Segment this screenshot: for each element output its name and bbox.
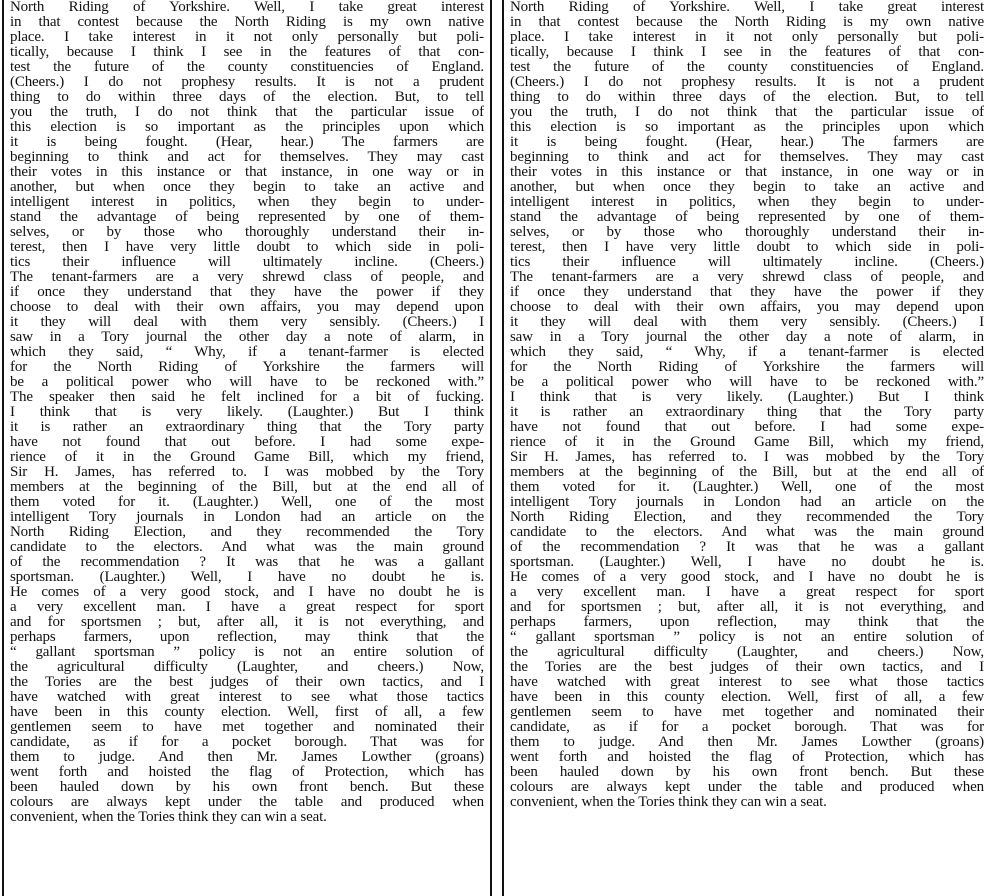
text-line: I think that is very likely. (Laughter.) But I think [10, 405, 484, 420]
text-line: it is rather an extraordinary thing that the Tory party [510, 405, 984, 420]
text-line: choose to deal with their own affairs, you may depend upon [510, 300, 984, 315]
text-line: Sir H. James, has referred to. I was mobbed by the Tory [510, 450, 984, 465]
text-line: if once they understand that they have the power if they [10, 285, 484, 300]
text-line: perhaps farmers, upon reflection, may think that the [510, 615, 984, 630]
text-line: them to judge. And then Mr. James Lowther (groans) [10, 750, 484, 765]
text-line: another, but when once they begin to take an active and [10, 180, 484, 195]
text-line: which they said, “ Why, if a tenant-farmer is elected [510, 345, 984, 360]
text-line: it they will deal with them very sensibly. (Cheers.) I [10, 315, 484, 330]
column-rule-left [2, 0, 4, 896]
text-line: (Cheers.) I do not prophesy results. It is not a prudent [510, 75, 984, 90]
text-line: test the future of the county constituencies of England. [10, 60, 484, 75]
text-line: and for sportsmen ; but, after all, it is not everything, and [510, 600, 984, 615]
text-line: for the North Riding of Yorkshire the farmers will [10, 360, 484, 375]
text-line: be a political power who will have to be reckoned with.” [510, 375, 984, 390]
text-line: it is being fought. (Hear, hear.) The farmers are [10, 135, 484, 150]
text-line: them to judge. And then Mr. James Lowther (groans) [510, 735, 984, 750]
text-line: in that contest because the North Riding is my own native [10, 15, 484, 30]
text-line: North Riding of Yorkshire. Well, I take great interest [510, 0, 984, 15]
text-line: convenient, when the Tories think they can win a seat. [10, 810, 327, 825]
text-line: a very excellent man. I have a great respect for sport [510, 585, 984, 600]
text-line: I think that is very likely. (Laughter.) But I think [510, 390, 984, 405]
left-text-column [10, 0, 484, 896]
text-line: intelligent interest in politics, when they begin to under- [510, 195, 984, 210]
text-line: of the recommendation ? It was that he was a gallant [10, 555, 484, 570]
text-line: “ gallant sportsman ” policy is not an entire solution of [510, 630, 984, 645]
text-line: have been in this county election. Well, first of all, a few [10, 705, 484, 720]
text-line: be a political power who will have to be reckoned with.” [10, 375, 484, 390]
text-line: thing to do within three days of the election. But, to tell [10, 90, 484, 105]
text-line: for the North Riding of Yorkshire the farmers will [510, 360, 984, 375]
text-line: it is being fought. (Hear, hear.) The farmers are [510, 135, 984, 150]
text-line: test the future of the county constituencies of England. [510, 60, 984, 75]
text-line: rience of it in the Ground Game Bill, which my friend, [10, 450, 484, 465]
text-line: their votes in this instance or that instance, in one way or in [10, 165, 484, 180]
text-line: place. I take interest in it not only personally but poli- [510, 30, 984, 45]
text-line: gentlemen seem to have met together and nominated their [10, 720, 484, 735]
text-line: the agricultural difficulty (Laughter, and cheers.) Now, [10, 660, 484, 675]
text-line: colours are always kept under the table and produced when [10, 795, 484, 810]
text-line: tically, because I think I see in the features of that con- [510, 45, 984, 60]
text-line: candidate to the electors. And what was the main ground [510, 525, 984, 540]
column-rule-center-right [502, 0, 504, 896]
text-line: “ gallant sportsman ” policy is not an entire solution of [10, 645, 484, 660]
text-line: sportsman. (Laughter.) Well, I have no doubt he is. [10, 570, 484, 585]
text-line: went forth and hoisted the flag of Protection, which has [10, 765, 484, 780]
text-line: the Tories are the best judges of their own tactics, and I [10, 675, 484, 690]
text-line: perhaps farmers, upon reflection, may think that the [10, 630, 484, 645]
text-line: this election is so important as the principles upon which [510, 120, 984, 135]
text-line: the Tories are the best judges of their own tactics, and I [510, 660, 984, 675]
text-line: The speaker then said he felt inclined for a bit of fucking. [10, 390, 484, 405]
text-line: which they said, “ Why, if a tenant-farmer is elected [10, 345, 484, 360]
text-line: you the truth, I do not think that the particular issue of [510, 105, 984, 120]
text-line: candidate to the electors. And what was the main ground [10, 540, 484, 555]
text-line: you the truth, I do not think that the particular issue of [10, 105, 484, 120]
text-line: selves, or by those who thoroughly understand their in- [510, 225, 984, 240]
text-line: (Cheers.) I do not prophesy results. It is not a prudent [10, 75, 484, 90]
text-line: thing to do within three days of the election. But, to tell [510, 90, 984, 105]
text-line: this election is so important as the principles upon which [10, 120, 484, 135]
text-line: members at the beginning of the Bill, but at the end all of [510, 465, 984, 480]
text-line: sportsman. (Laughter.) Well, I have no doubt he is. [510, 555, 984, 570]
text-line: The tenant-farmers are a very shrewd class of people, and [510, 270, 984, 285]
text-line: it is rather an extraordinary thing that the Tory party [10, 420, 484, 435]
text-line: selves, or by those who thoroughly understand their in- [10, 225, 484, 240]
text-line: have not found that out before. I had some expe- [10, 435, 484, 450]
text-line: beginning to think and act for themselves. They may cast [510, 150, 984, 165]
text-line: place. I take interest in it not only personally but poli- [10, 30, 484, 45]
text-line: and for sportsmen ; but, after all, it is not everything, and [10, 615, 484, 630]
text-line: have been in this county election. Well, first of all, a few [510, 690, 984, 705]
text-line: intelligent Tory journals in London had an article on the [510, 495, 984, 510]
text-line: tics their influence will ultimately incline. (Cheers.) [510, 255, 984, 270]
text-line: them voted for it. (Laughter.) Well, one of the most [10, 495, 484, 510]
text-line: North Riding Election, and they recommended the Tory [510, 510, 984, 525]
text-line: tically, because I think I see in the features of that con- [10, 45, 484, 60]
text-line: North Riding Election, and they recommended the Tory [10, 525, 484, 540]
text-line: candidate, as if for a pocket borough. That was for [510, 720, 984, 735]
text-line: convenient, when the Tories think they can win a seat. [510, 795, 827, 810]
text-line: been hauled down by his own front bench. But these [510, 765, 984, 780]
text-line: stand the advantage of being represented by one of them- [510, 210, 984, 225]
text-line: have watched with great interest to see what those tactics [10, 690, 484, 705]
text-line: of the recommendation ? It was that he was a gallant [510, 540, 984, 555]
text-line: Sir H. James, has referred to. I was mobbed by the Tory [10, 465, 484, 480]
text-line: it they will deal with them very sensibly. (Cheers.) I [510, 315, 984, 330]
text-line: have watched with great interest to see what those tactics [510, 675, 984, 690]
text-line: in that contest because the North Riding is my own native [510, 15, 984, 30]
text-line: gentlemen seem to have met together and nominated their [510, 705, 984, 720]
text-line: North Riding of Yorkshire. Well, I take great interest [10, 0, 484, 15]
text-line: The tenant-farmers are a very shrewd class of people, and [10, 270, 484, 285]
text-line: colours are always kept under the table and produced when [510, 780, 984, 795]
text-line: been hauled down by his own front bench. But these [10, 780, 484, 795]
text-line: a very excellent man. I have a great respect for sport [10, 600, 484, 615]
text-line: candidate, as if for a pocket borough. That was for [10, 735, 484, 750]
text-line: have not found that out before. I had some expe- [510, 420, 984, 435]
text-line: tics their influence will ultimately incline. (Cheers.) [10, 255, 484, 270]
text-line: beginning to think and act for themselves. They may cast [10, 150, 484, 165]
text-line: He comes of a very good stock, and I have no doubt he is [10, 585, 484, 600]
text-line: their votes in this instance or that instance, in one way or in [510, 165, 984, 180]
text-line: stand the advantage of being represented by one of them- [10, 210, 484, 225]
text-line: saw in a Tory journal the other day a note of alarm, in [510, 330, 984, 345]
text-line: terest, then I have very little doubt to which side in poli- [10, 240, 484, 255]
text-line: saw in a Tory journal the other day a note of alarm, in [10, 330, 484, 345]
text-line: members at the beginning of the Bill, but at the end all of [10, 480, 484, 495]
right-text-column [510, 0, 984, 896]
text-line: if once they understand that they have the power if they [510, 285, 984, 300]
column-rule-center-left [490, 0, 492, 896]
text-line: intelligent Tory journals in London had an article on the [10, 510, 484, 525]
text-line: the agricultural difficulty (Laughter, and cheers.) Now, [510, 645, 984, 660]
text-line: another, but when once they begin to take an active and [510, 180, 984, 195]
text-line: terest, then I have very little doubt to which side in poli- [510, 240, 984, 255]
text-line: went forth and hoisted the flag of Protection, which has [510, 750, 984, 765]
text-line: them voted for it. (Laughter.) Well, one of the most [510, 480, 984, 495]
text-line: rience of it in the Ground Game Bill, which my friend, [510, 435, 984, 450]
text-line: He comes of a very good stock, and I have no doubt he is [510, 570, 984, 585]
text-line: intelligent interest in politics, when they begin to under- [10, 195, 484, 210]
text-line: choose to deal with their own affairs, you may depend upon [10, 300, 484, 315]
